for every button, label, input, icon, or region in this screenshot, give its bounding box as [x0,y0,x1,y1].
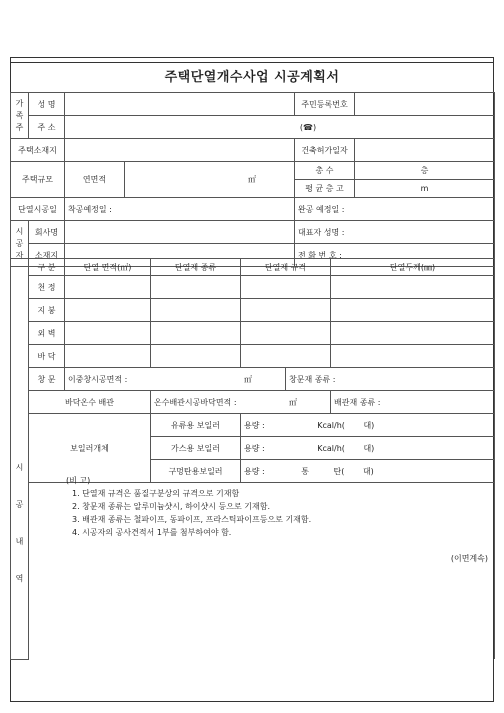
permit-date-label: 건축허가일자 [295,139,355,162]
floors-field[interactable] [355,162,495,180]
header-material: 단열재 종류 [151,259,241,276]
coal-unit: 통 [301,466,309,476]
family-section-label: 가 족 주 [11,93,29,139]
address-field[interactable] [65,116,495,139]
row-ceiling-label: 천 정 [29,276,65,299]
cell[interactable] [65,276,151,299]
cell[interactable] [151,322,241,345]
row-wall-label: 외 벽 [29,322,65,345]
boiler-oil-label: 유류용 보일러 [151,414,241,437]
schedule-label: 단열시공일 [11,198,65,221]
pipe-label: 바닥온수 배관 [29,391,151,414]
boiler-oil-field[interactable] [241,414,495,437]
work-table [10,258,495,660]
window-type-field[interactable]: 창문재 종류 : [286,368,495,391]
height-unit: m [420,184,429,193]
cell[interactable] [151,345,241,368]
cell[interactable] [151,276,241,299]
floors-label: 총 수 [295,162,355,180]
house-location-label: 주택소재지 [11,139,65,162]
area-field[interactable] [125,162,295,198]
cell[interactable] [331,276,495,299]
window-area-label: 이중창시공면적 : [68,374,128,384]
cell[interactable] [331,322,495,345]
cell[interactable] [331,299,495,322]
cell[interactable] [241,322,331,345]
start-date-field[interactable]: 착공예정일 : [65,198,295,221]
count-unit: 대) [362,466,374,476]
work-section-label: 시 공 내 역 [11,259,29,660]
pipe-type-field[interactable]: 배관재 종류 : [331,391,495,414]
rrn-label: 주민등록번호 [295,93,355,116]
rep-name-field[interactable]: 대표자 성명 : [295,221,495,244]
house-scale-label: 주택규모 [11,162,65,198]
header-category: 구 분 [29,259,65,276]
phone-icon: (☎) [299,122,317,132]
boiler-coal-label: 구멍탄용보일러 [151,460,241,483]
capacity-unit: Kcal/h( [317,420,345,430]
name-field[interactable] [65,93,295,116]
cell[interactable] [65,322,151,345]
applicant-table [10,92,495,267]
contractor-section-label: 시 공 자 [11,221,29,267]
window-label: 창 문 [29,368,65,391]
header-thickness: 단열두께(㎜) [331,259,495,276]
row-floor-label: 바 닥 [29,345,65,368]
note-3: 3. 배관재 종류는 철파이프, 동파이프, 프라스틱파이프등으로 기재함. [72,515,312,524]
cell[interactable] [331,345,495,368]
boiler-gas-field[interactable] [241,437,495,460]
notes [66,474,311,539]
continued-on-back: (이면계속) [450,554,488,563]
row-roof-label: 지 붕 [29,299,65,322]
page-title: 주택단열개수사업 시공계획서 [10,62,494,92]
boiler-gas-label: 가스용 보일러 [151,437,241,460]
company-field[interactable] [65,221,295,244]
rrn-field[interactable] [355,93,495,116]
pipe-area-label: 온수배관시공바닥면적 : [154,397,237,407]
window-area-unit: ㎡ [244,374,252,384]
end-date-field[interactable]: 완공 예정일 : [295,198,495,221]
note-1: 1. 단열재 규격은 품질구분상의 규격으로 기재함 [72,489,240,498]
permit-date-field[interactable] [355,139,495,162]
notes-head: (비 고) [66,476,91,485]
name-label: 성 명 [29,93,65,116]
capacity-unit: Kcal/h( [317,443,345,453]
cell[interactable] [241,345,331,368]
pipe-area-unit: ㎡ [289,397,297,407]
avg-height-label: 평 균 층 고 [295,180,355,198]
count-unit: 대) [363,420,375,430]
boiler-label: 보일러개체 [29,414,151,483]
cell[interactable] [65,345,151,368]
address-label: 주 소 [29,116,65,139]
company-label: 회사명 [29,221,65,244]
cell[interactable] [151,299,241,322]
pipe-area-field[interactable] [151,391,331,414]
contractor-phone-field[interactable]: 전 화 번 호 : [295,244,495,267]
cell[interactable] [241,299,331,322]
count-unit: 대) [363,443,375,453]
capacity-label: 용량 : [244,420,265,430]
window-area-field[interactable] [65,368,286,391]
coal-unit-2: 탄( [333,466,345,476]
house-location-field[interactable] [65,139,295,162]
header-spec: 단열재 규격 [241,259,331,276]
area-unit: ㎡ [248,175,257,184]
note-2: 2. 창문재 종류는 알루미늄샷시, 하이샷시 등으로 기재함. [72,502,270,511]
floors-unit: 층 [420,166,429,175]
note-4: 4. 시공자의 공사견적서 1부를 첨부하여야 함. [72,528,232,537]
header-area: 단열 면적(㎡) [65,259,151,276]
contractor-address-label: 소재지 [29,244,65,267]
capacity-label: 용량 : [244,466,265,476]
avg-height-field[interactable] [355,180,495,198]
cell[interactable] [65,299,151,322]
area-label: 연면적 [65,162,125,198]
capacity-label: 용량 : [244,443,265,453]
cell[interactable] [241,276,331,299]
